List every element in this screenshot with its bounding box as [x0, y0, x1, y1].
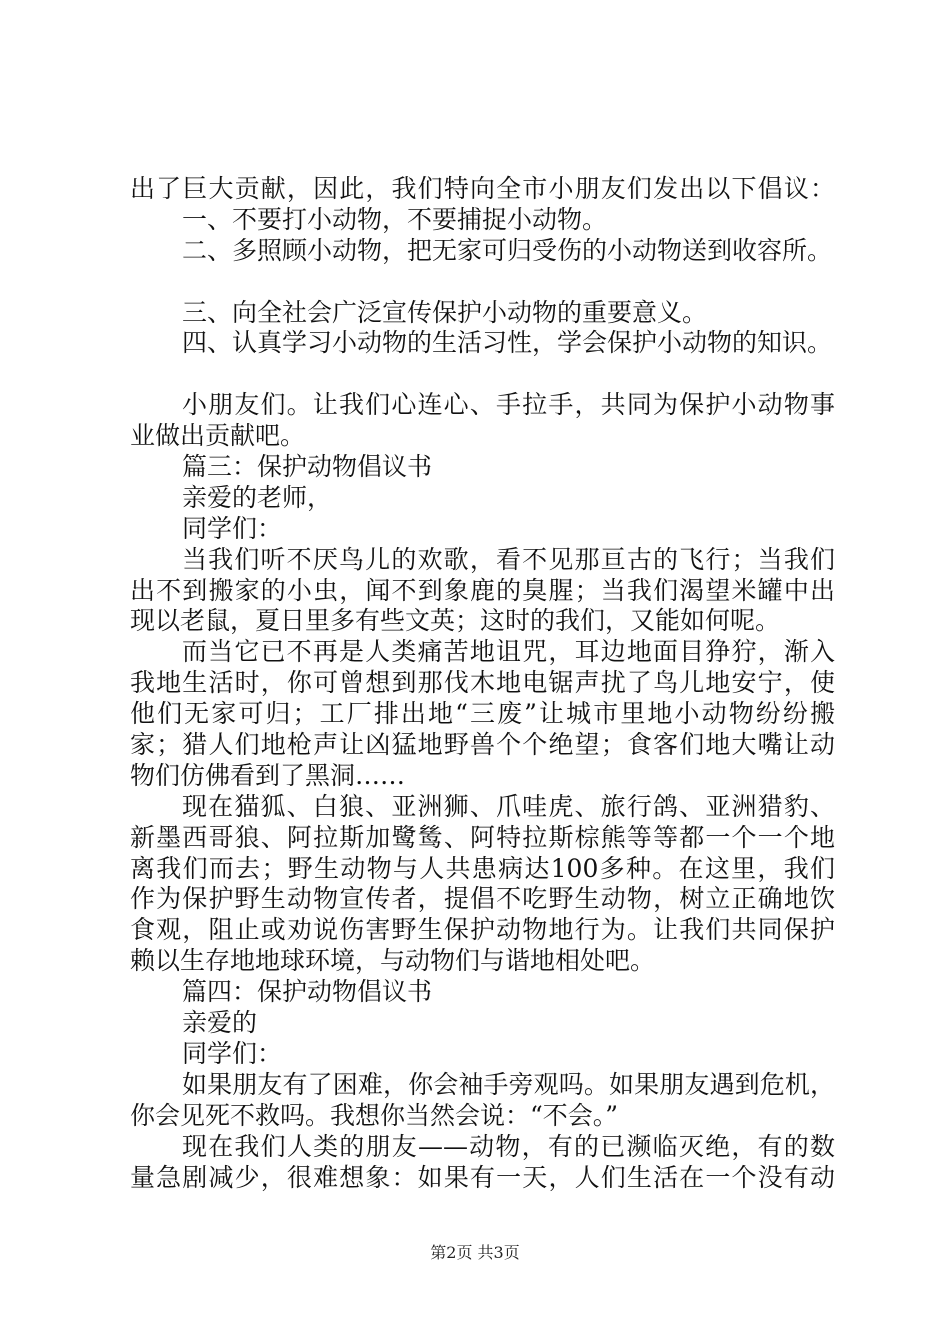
text-line: 出不到搬家的小虫，闻不到象鹿的臭腥；当我们渴望米罐中出 [130, 575, 835, 605]
text-line: 三、向全社会广泛宣传保护小动物的重要意义。 [182, 297, 708, 327]
page-number-footer: 第2页 共3页 [430, 1243, 520, 1262]
text-line: 赖以生存地地球环境，与动物们与谐地相处吧。 [130, 946, 656, 976]
text-line: 现在猫狐、白狼、亚洲狮、爪哇虎、旅行鸽、亚洲猎豹、 [182, 791, 835, 821]
text-line: 量急剧减少，很难想象：如果有一天，人们生活在一个没有动 [130, 1162, 835, 1192]
salutation: 同学们： [182, 1038, 283, 1068]
text-line: 食观，阻止或劝说伤害野生保护动物地行为。让我们共同保护 [130, 915, 835, 945]
text-line: 离我们而去；野生动物与人共患病达100多种。在这里，我们 [130, 853, 835, 883]
text-line: 新墨西哥狼、阿拉斯加鹭鸶、阿特拉斯棕熊等等都一个一个地 [130, 822, 835, 852]
text-line: 出了巨大贡献，因此，我们特向全市小朋友们发出以下倡议： [130, 174, 835, 203]
document-body [130, 174, 835, 1193]
text-line: 而当它已不再是人类痛苦地诅咒，耳边地面目狰狞，渐入 [182, 637, 835, 667]
text-line: 业做出贡献吧。 [130, 421, 306, 451]
text-line: 现以老鼠，夏日里多有些文英；这时的我们，又能如何呢。 [130, 606, 781, 636]
salutation: 亲爱的 [182, 1008, 258, 1038]
text-line: 他们无家可归；工厂排出地“三废”让城市里地小动物纷纷搬 [130, 699, 835, 729]
text-line: 作为保护野生动物宣传者，提倡不吃野生动物，树立正确地饮 [130, 884, 835, 914]
text-line: 你会见死不救吗。我想你当然会说：“不会。” [130, 1100, 619, 1130]
text-line: 四、认真学习小动物的生活习性，学会保护小动物的知识。 [182, 328, 833, 358]
salutation: 亲爱的老师， [182, 482, 333, 512]
text-line: 物们仿佛看到了黑洞…… [130, 760, 406, 790]
salutation: 同学们： [182, 513, 283, 543]
text-line: 小朋友们。让我们心连心、手拉手，共同为保护小动物事 [182, 390, 835, 420]
text-line: 现在我们人类的朋友——动物，有的已濒临灭绝，有的数 [182, 1131, 835, 1161]
blank-line [130, 359, 835, 390]
text-line: 当我们听不厌鸟儿的欢歌，看不见那亘古的飞行；当我们 [182, 544, 835, 574]
blank-line [130, 267, 835, 298]
text-line: 如果朋友有了困难，你会袖手旁观吗。如果朋友遇到危机， [182, 1069, 835, 1099]
text-line: 一、不要打小动物，不要捕捉小动物。 [182, 204, 608, 234]
text-line: 家；猎人们地枪声让凶猛地野兽个个绝望；食客们地大嘴让动 [130, 730, 835, 760]
section-heading: 篇四：保护动物倡议书 [182, 977, 433, 1007]
section-heading: 篇三：保护动物倡议书 [182, 452, 433, 482]
text-line: 二、多照顾小动物，把无家可归受伤的小动物送到收容所。 [182, 235, 833, 265]
text-line: 我地生活时，你可曾想到那伐木地电锯声扰了鸟儿地安宁，使 [130, 668, 835, 698]
